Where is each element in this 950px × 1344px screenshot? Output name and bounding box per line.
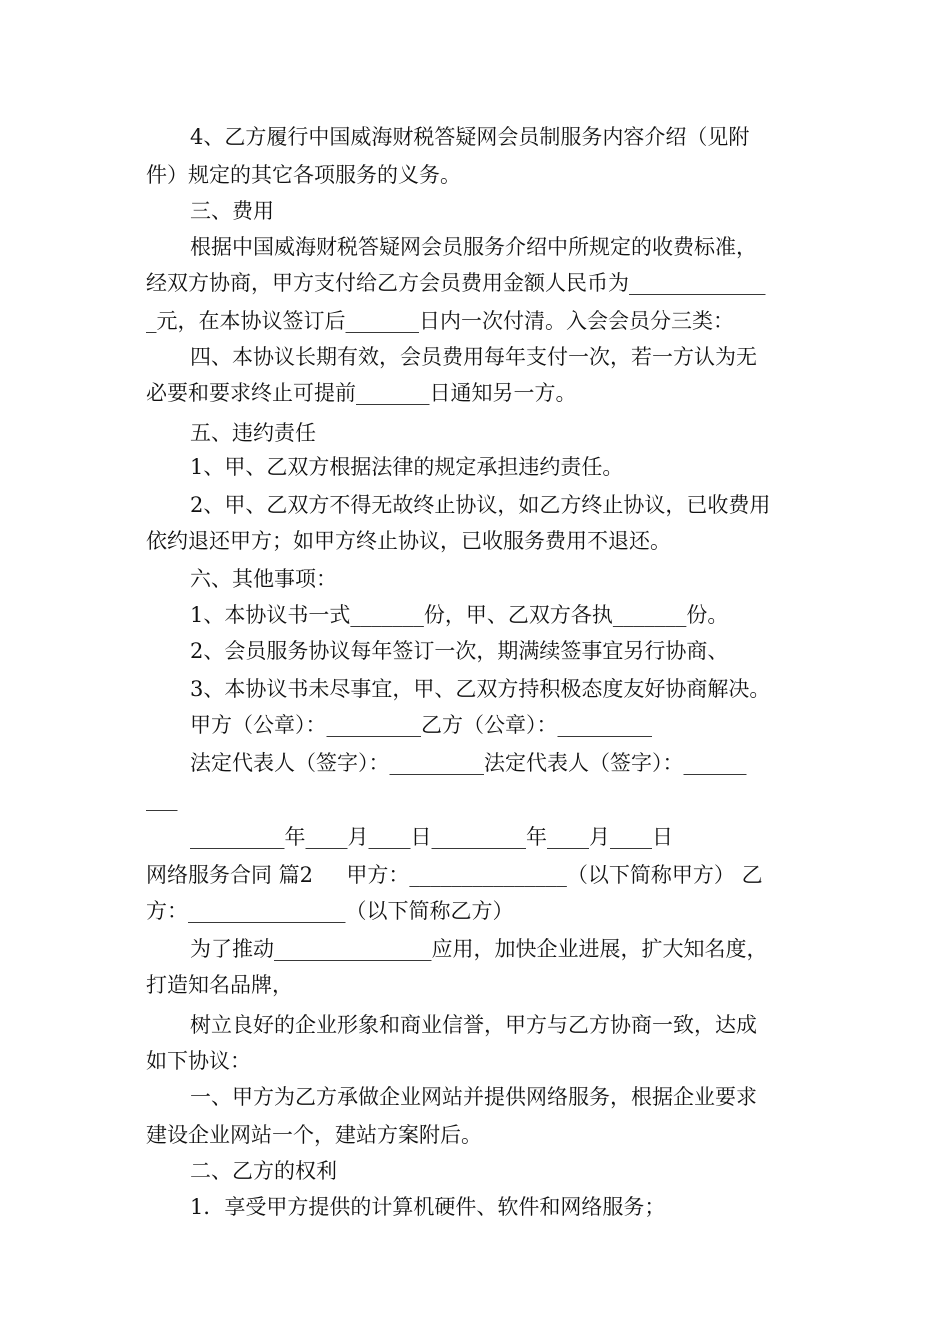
purpose-line-2: 打造知名品牌， xyxy=(146,973,293,997)
purpose-line-4: 如下协议： xyxy=(146,1049,251,1073)
purpose-line-1: 为了推动_______________应用，加快企业进展，扩大知名度， xyxy=(190,937,768,961)
section-liability-heading: 五、违约责任 xyxy=(190,421,316,445)
clause-4-line-2: 件）规定的其它各项服务的义务。 xyxy=(146,163,461,187)
fees-paragraph-line-1: 根据中国威海财税答疑网会员服务介绍中所规定的收费标准， xyxy=(190,235,757,259)
other-item-1: 1、本协议书一式_______份，甲、乙双方各执_______份。 xyxy=(190,603,729,627)
article-1-line-2: 建设企业网站一个，建站方案附后。 xyxy=(146,1123,482,1147)
seal-line: 甲方（公章）：_________乙方（公章）：_________ xyxy=(190,713,652,737)
signature-line-continued: ___ xyxy=(146,787,178,811)
liability-item-2-line-1: 2、甲、乙双方不得无故终止协议，如乙方终止协议，已收费用 xyxy=(190,493,771,517)
liability-item-2-line-2: 依约退还甲方；如甲方终止协议，已收服务费用不退还。 xyxy=(146,529,671,553)
section-fees-heading: 三、费用 xyxy=(190,199,274,223)
article-1-line-1: 一、甲方为乙方承做企业网站并提供网络服务，根据企业要求 xyxy=(190,1085,757,1109)
clause-4-line-1: 4、乙方履行中国威海财税答疑网会员制服务内容介绍（见附 xyxy=(190,125,750,149)
section-other-heading: 六、其他事项： xyxy=(190,567,337,591)
article-2-heading: 二、乙方的权利 xyxy=(190,1159,337,1183)
section-4-line-2: 必要和要求终止可提前_______日通知另一方。 xyxy=(146,381,577,405)
contract-2-header-line-1: 网络服务合同 篇2 甲方：_______________（以下简称甲方） 乙 xyxy=(146,863,763,887)
section-4-line-1: 四、本协议长期有效，会员费用每年支付一次，若一方认为无 xyxy=(190,345,757,369)
signature-line: 法定代表人（签字）：_________法定代表人（签字）：______ xyxy=(190,751,747,775)
other-item-2: 2、会员服务协议每年签订一次，期满续签事宜另行协商、 xyxy=(190,639,729,663)
other-item-3: 3、本协议书未尽事宜，甲、乙双方持积极态度友好协商解决。 xyxy=(190,677,771,701)
fees-paragraph-line-2: 经双方协商，甲方支付给乙方会员费用金额人民币为_____________ xyxy=(146,271,766,295)
fees-paragraph-line-3: _元，在本协议签订后_______日内一次付清。入会会员分三类： xyxy=(146,309,734,333)
article-2-item-1: 1．享受甲方提供的计算机硬件、软件和网络服务； xyxy=(190,1195,666,1219)
liability-item-1: 1、甲、乙双方根据法律的规定承担违约责任。 xyxy=(190,455,624,479)
contract-2-header-line-2: 方：_______________（以下简称乙方） xyxy=(146,899,514,923)
purpose-line-3: 树立良好的企业形象和商业信誉，甲方与乙方协商一致，达成 xyxy=(190,1013,757,1037)
date-line: _________年____月____日_________年____月____日 xyxy=(190,825,673,849)
